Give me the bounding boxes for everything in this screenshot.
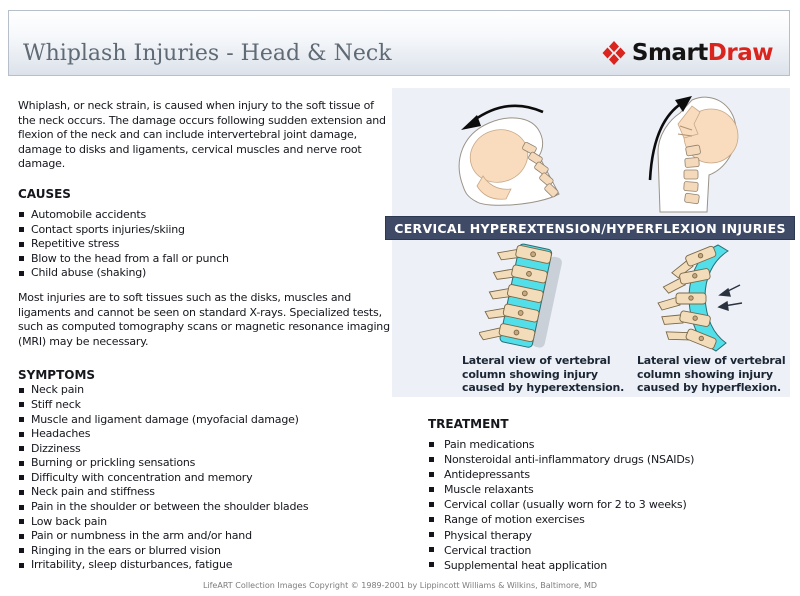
hyperflexion-spine-illustration — [648, 243, 748, 353]
bullet-square-icon — [19, 417, 24, 422]
copyright-footer: LifeART Collection Images Copyright © 1989-2001 by Lippincott Williams & Wilkins, Baltimore, MD — [202, 581, 598, 590]
bullet-square-icon — [19, 505, 24, 510]
hyperflexion-head-illustration — [447, 96, 567, 210]
bullet-square-icon — [19, 446, 24, 451]
bullet-square-icon — [19, 534, 24, 539]
bullet-square-icon — [19, 519, 24, 524]
bullet-square-icon — [19, 402, 24, 407]
list-item-label: Low back pain — [31, 514, 107, 528]
bullet-square-icon — [19, 256, 24, 261]
smartdraw-diamond-cluster-icon — [601, 40, 627, 66]
list-item-label: Supplemental heat application — [444, 558, 607, 572]
bullet-square-icon — [19, 490, 24, 495]
bullet-square-icon — [19, 227, 24, 232]
list-item — [18, 558, 394, 573]
list-item-label: Headaches — [31, 427, 91, 441]
list-item — [428, 467, 790, 482]
caption-hyperextension: Lateral view of vertebral column showing injury caused by hyperextension. — [462, 354, 625, 394]
list-item — [18, 237, 394, 252]
list-item-label: Pain in the shoulder or between the shoulder blades — [31, 500, 309, 514]
list-item — [428, 558, 790, 573]
list-item — [18, 544, 394, 559]
list-item-label: Muscle and ligament damage (myofacial damage) — [31, 412, 299, 426]
list-item-label: Cervical collar (usually worn for 2 to 3 weeks) — [444, 498, 687, 512]
list-item — [18, 223, 394, 238]
diagnostics-paragraph: Most injuries are to soft tissues such as the disks, muscles and ligaments and cannot be seen on standard X-rays. Specialized tests, such as computed tomography scans or magnetic resonance imaging (MRI) may be necessary. — [18, 290, 390, 348]
list-item — [428, 543, 790, 558]
bullet-square-icon — [429, 547, 434, 552]
list-item — [428, 437, 790, 452]
bullet-square-icon — [19, 388, 24, 393]
caption-hyperflexion: Lateral view of vertebral column showing injury caused by hyperflexion. — [637, 354, 786, 394]
list-item-label: Neck pain and stiffness — [31, 485, 155, 499]
list-item — [428, 482, 790, 497]
logo-smart: Smart — [631, 40, 708, 66]
bullet-square-icon — [19, 563, 24, 568]
list-item — [18, 456, 394, 471]
list-item — [18, 208, 394, 223]
bullet-square-icon — [19, 271, 24, 276]
list-item-label: Irritability, sleep disturbances, fatigue — [31, 558, 233, 572]
list-item-label: Physical therapy — [444, 528, 532, 542]
list-item — [18, 515, 394, 530]
list-item — [18, 442, 394, 457]
hyperextension-head-illustration — [628, 90, 748, 214]
intro-paragraph: Whiplash, or neck strain, is caused when injury to the soft tissue of the neck occurs. The damage occurs following sudden extension and flexion of the neck and can include intervertebral joint damage, damage to disks and ligaments, cervical muscles and nerve root damage. — [18, 99, 386, 171]
hyperextension-spine-illustration — [479, 243, 585, 353]
bullet-square-icon — [429, 562, 434, 567]
page-title: Whiplash Injuries - Head & Neck — [23, 41, 392, 66]
bullet-square-icon — [429, 487, 434, 492]
list-item-label: Antidepressants — [444, 468, 530, 482]
list-item-label: Stiff neck — [31, 397, 81, 411]
bullet-square-icon — [19, 475, 24, 480]
list-item — [18, 427, 394, 442]
list-item-label: Automobile accidents — [31, 207, 147, 221]
bullet-square-icon — [429, 442, 434, 447]
bullet-square-icon — [429, 502, 434, 507]
list-item — [18, 529, 394, 544]
list-item — [428, 512, 790, 527]
treatment-section — [428, 417, 790, 573]
list-item-label: Cervical traction — [444, 543, 532, 557]
bullet-square-icon — [19, 242, 24, 247]
list-item — [18, 485, 394, 500]
bullet-square-icon — [429, 472, 434, 477]
causes-list — [18, 208, 394, 281]
list-item-label: Difficulty with concentration and memory — [31, 470, 253, 484]
list-item — [18, 471, 394, 486]
list-item-label: Contact sports injuries/skiing — [31, 222, 185, 236]
diagram-banner: CERVICAL HYPEREXTENSION/HYPERFLEXION INJURIES — [385, 216, 795, 240]
list-item-label: Range of motion exercises — [444, 513, 585, 527]
list-item-label: Neck pain — [31, 383, 84, 397]
list-item — [428, 497, 790, 512]
bullet-square-icon — [19, 432, 24, 437]
bullet-square-icon — [19, 212, 24, 217]
smartdraw-logo — [601, 40, 773, 66]
list-item-label: Pain medications — [444, 438, 535, 451]
bullet-square-icon — [429, 517, 434, 522]
list-item-label: Pain or numbness in the arm and/or hand — [31, 529, 252, 543]
list-item — [18, 413, 394, 428]
smartdraw-wordmark — [632, 40, 773, 66]
symptoms-list — [18, 383, 394, 573]
list-item-label: Blow to the head from a fall or punch — [31, 251, 229, 265]
list-item-label: Muscle relaxants — [444, 483, 534, 497]
list-item — [18, 266, 394, 281]
list-item-label: Dizziness — [31, 441, 81, 455]
bullet-square-icon — [429, 532, 434, 537]
treatment-list — [428, 437, 790, 573]
list-item — [18, 383, 394, 398]
bullet-square-icon — [429, 457, 434, 462]
list-item-label: Nonsteroidal anti-inflammatory drugs (NSAIDs) — [444, 453, 695, 467]
causes-heading: CAUSES — [18, 186, 71, 201]
list-item — [18, 500, 394, 515]
list-item — [18, 398, 394, 413]
list-item-label: Burning or prickling sensations — [31, 456, 196, 470]
left-column — [18, 99, 394, 573]
list-item — [428, 528, 790, 543]
list-item-label: Repetitive stress — [31, 237, 120, 251]
list-item — [428, 452, 790, 467]
page-header — [8, 10, 790, 76]
logo-draw: Draw — [707, 40, 773, 66]
list-item — [18, 252, 394, 267]
list-item-label: Ringing in the ears or blurred vision — [31, 543, 221, 557]
symptoms-heading: SYMPTOMS — [18, 368, 96, 383]
bullet-square-icon — [19, 548, 24, 553]
treatment-heading: TREATMENT — [428, 417, 509, 431]
bullet-square-icon — [19, 461, 24, 466]
list-item-label: Child abuse (shaking) — [31, 266, 147, 280]
